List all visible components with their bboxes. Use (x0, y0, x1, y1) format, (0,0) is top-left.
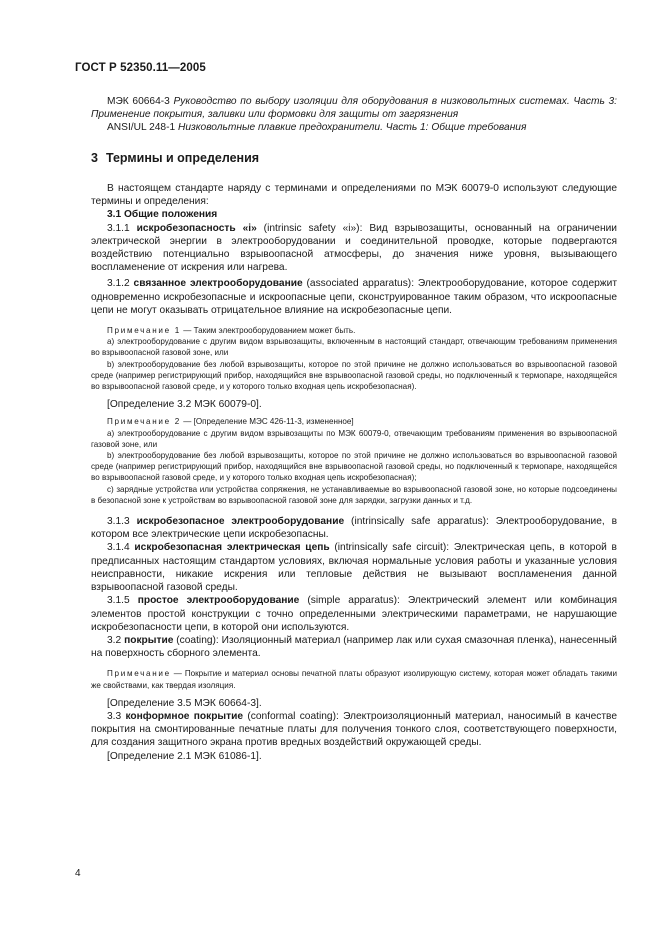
term-3-1-2: 3.1.2 связанное электрооборудование (associated apparatus): Электрооборудование, которое содержит одновременно искробезопасные и искроопасные цепи, сконструированное таким образом, что искроопасные цепи не могут оказывать отрицательное влияние на искробезопасные цепи. (91, 278, 617, 316)
definition-ref: [Определение 3.2 МЭК 60079-0]. (107, 399, 262, 411)
page-number: 4 (75, 868, 81, 879)
term-3-1-3: 3.1.3 искробезопасное электрооборудование (intrinsically safe apparatus): Электрооборудование, в котором все электрические цепи искробезопасны. (91, 516, 618, 541)
reference-code: ANSI/UL 248-1 (107, 122, 176, 134)
reference-code: МЭК 60664-3 (107, 96, 170, 107)
reference-item (91, 95, 617, 121)
section-body (91, 182, 617, 763)
page-header: ГОСТ Р 52350.11—2005 (75, 62, 206, 74)
intro-paragraph: В настоящем стандарте наряду с терминами и определениями по МЭК 60079-0 используют следующие термины и определения: (91, 183, 617, 208)
reference-item (91, 121, 617, 134)
reference-title: Руководство по выбору изоляции для оборудования в низковольтных системах. Часть 3: Применение покрытия, заливки или формовки для защиты от загрязнения (91, 96, 617, 121)
note-2: Примечание 2 — [Определение МЭС 426-11-3, измененное] а) электрооборудование с другим видом взрывозащиты по МЭК 60079-0, отвечающим требованиям применения во взрывоопасной газовой зоне, или b) электрооборудование без любой взрывозащиты, которое по этой причине не должно использоваться во взрывоопасной газовой среде (например регистрирующий прибор, находящийся вне взрывоопасной газовой среды, но подключенный к термопаре, находящейся во взрывоопасной газовой среде, и у которого только входная цепь искробезопасная); с) зарядные устройства или устройства сопряжения, не устанавливаемые во взрывоопасной газовой зоне, но которые подсоединены в безопасной зоне к устройствам во взрывоопасной газовой зоне для зарядки, загрузки данных и т.д. (91, 417, 617, 505)
term-3-1-5: 3.1.5 простое электрооборудование (simple apparatus): Электрический элемент или комбинация элементов простой конструкции с точно определенными электрическими параметрами, не нарушающие искробезопасности цепи, в которой они используются. (91, 595, 617, 633)
term-3-2: 3.2 покрытие (coating): Изоляционный материал (например лак или сухая смазочная пленка), нанесенный на поверхность сборного элемента. (91, 634, 617, 660)
term-3-1-1: 3.1.1 искробезопасность «i» (intrinsic safety «i»): Вид взрывозащиты, основанный на ограничении электрической энергии в электрооборудовании и соединительной проводке, которые подвергаются воздействию потенциально взрывоопасной атмосферы, до значения ниже уровня, вызывающего воспламенение от искрения или нагрева. (91, 222, 617, 274)
subsection-heading: 3.1 Общие положения (107, 209, 218, 221)
term-3-1-4: 3.1.4 искробезопасная электрическая цепь (intrinsically safe circuit): Электрическая цепь, в которой в предписанных настоящим стандартом условиях, включая нормальные условия работы и указанные условия неисправности, никакие искрения или тепловые действия не вызывают воспламенения данной взрывоопасной газовой среды. (91, 542, 617, 594)
note-1: Примечание 1 — Таким электрооборудованием может быть. а) электрооборудование с другим видом взрывозащиты, включенным в настоящий стандарт, отвечающим требованиям применения во взрывоопасной газовой зоне, или b) электрооборудование без любой взрывозащиты, которое по этой причине не должно использоваться во взрывоопасной газовой среде (например регистрирующий прибор, находящийся вне взрывоопасной газовой среды, но подключенный к термопаре, находящейся во взрывоопасной газовой среде, и у которого только входная цепь искробезопасная). (91, 326, 617, 392)
definition-ref: [Определение 3.5 МЭК 60664-3]. (107, 697, 262, 709)
reference-title: Низковольтные плавкие предохранители. Часть 1: Общие требования (177, 122, 527, 134)
section-heading: 3 Термины и определения (91, 151, 260, 165)
references-block (91, 95, 617, 135)
term-3-3: 3.3 конформное покрытие (conformal coating): Электроизоляционный материал, наносимый в качестве покрытия на смонтированные печатные платы для получения тонкого слоя, соответствующего поверхности, для создания защитного экрана против вредных воздействий окружающей среды. (91, 710, 617, 749)
definition-ref: [Определение 2.1 МЭК 61086-1]. (107, 750, 262, 762)
note-3: Примечание — Покрытие и материал основы печатной платы образуют изолирующую систему, которая может обладать такими же свойствами, как твердая изоляция. (91, 669, 617, 690)
